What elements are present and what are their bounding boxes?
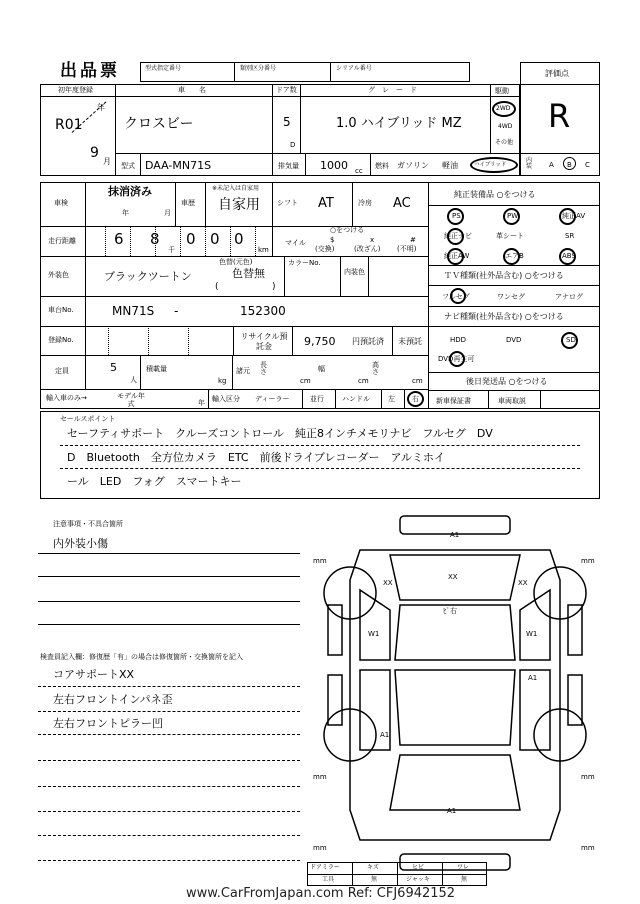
option-leather: 革シート — [496, 232, 524, 240]
capacity-label: 定員 — [55, 367, 69, 375]
mileage-unknown: (不明) — [397, 245, 417, 253]
after-title: 後日発送品 ○をつける — [466, 377, 548, 386]
handle-left: 左 — [388, 395, 395, 403]
option-abs: ABS — [562, 252, 576, 260]
navi-dvd: DVD — [506, 336, 522, 344]
watermark: www.CarFromJapan.com Ref: CFJ6942152 — [186, 886, 456, 901]
notes-line-1: 内外装小傷 — [53, 537, 108, 550]
inspection-month: 月 — [164, 209, 171, 217]
diagram-a1-right: A1 — [528, 674, 538, 682]
inspection-label: 車検 — [54, 199, 68, 207]
mileage-swap: (交換) — [315, 245, 335, 253]
option-ps: PS — [452, 212, 461, 220]
legend-dent: ワレ — [457, 864, 470, 871]
sales-point-label: セールスポイント — [60, 415, 116, 423]
mileage-km: km — [258, 246, 269, 254]
tv-analog: アナログ — [555, 293, 583, 301]
interior-label: 内装 — [526, 157, 533, 170]
option-navi-circle — [447, 228, 464, 245]
mileage-thousand: 千 — [168, 246, 175, 254]
score-value: R — [548, 97, 571, 135]
doors-label: ドア数 — [276, 86, 297, 94]
dims-width: 幅 — [318, 365, 325, 373]
option-pw: PW — [507, 212, 519, 220]
fuel-label: 燃料 — [375, 162, 389, 170]
chassis-label: 車台No. — [48, 306, 74, 314]
mileage-sym2: x — [370, 236, 375, 244]
inspector-label: 検査員記入欄：修復歴「有」の場合は修復箇所・交換箇所を記入 — [40, 653, 243, 661]
mileage-mile: マイル — [285, 239, 306, 247]
doors-value: 5 — [283, 115, 291, 129]
mileage-sym1: $ — [330, 236, 335, 244]
inspection-year: 年 — [122, 209, 129, 217]
mileage-altered: (改ざん) — [354, 245, 381, 253]
inspector-line-1: コアサポートXX — [53, 668, 135, 681]
mileage-label: 走行距離 — [48, 237, 76, 245]
option-aw-circle — [447, 248, 464, 265]
mileage-digit-1: 6 — [114, 230, 124, 248]
drive-other: その他 — [495, 139, 514, 146]
model-value: DAA-MN71S — [145, 159, 212, 172]
ac-label: 冷房 — [358, 199, 372, 207]
shift-value: AT — [318, 196, 334, 211]
mm-label-3: mm — [313, 773, 327, 781]
navi-hdd: HDD — [450, 336, 467, 344]
legend-none-2: 無 — [461, 876, 468, 883]
mileage-digit-4: 0 — [210, 230, 220, 248]
option-navi: 純正ナビ — [444, 232, 472, 240]
load-label: 積載量 — [146, 365, 167, 373]
original-paren-open: ( — [215, 282, 219, 292]
interior-b-circle — [563, 157, 576, 170]
import-div-label: 輸入区分 — [212, 395, 240, 403]
mm-label-5: mm — [313, 844, 327, 852]
option-abs-circle — [559, 248, 576, 265]
import-parallel: 並行 — [310, 395, 324, 403]
mileage-sym3: # — [410, 236, 416, 244]
diagram-top-mark: A1 — [450, 531, 460, 539]
after-manual: 車両取説 — [498, 397, 526, 405]
diagram-xx-left: XX — [383, 579, 393, 587]
color-value: ブラックツートン — [104, 270, 192, 283]
grade-label: グ レ ー ド — [368, 86, 417, 94]
capacity-unit: 人 — [130, 376, 137, 384]
handle-right: 右 — [412, 395, 419, 403]
model-year-label: モデル年式 — [117, 392, 145, 409]
month-kanji: 月 — [103, 157, 111, 166]
diagram-w1-right: W1 — [526, 630, 538, 638]
fuel-diesel: 軽油 — [442, 161, 458, 170]
mm-label-1: mm — [313, 557, 327, 565]
navi-sd: SD — [566, 336, 576, 344]
inspection-value: 抹消済み — [108, 185, 152, 198]
reg-label: 登録No. — [48, 336, 74, 344]
year-kanji: 年 — [97, 103, 105, 112]
capacity-value: 5 — [110, 361, 117, 374]
shift-label: シフト — [277, 199, 298, 207]
drive-4wd: 4WD — [498, 123, 513, 130]
mileage-digit-3: 0 — [186, 230, 196, 248]
color-label: 外装色 — [48, 271, 69, 279]
fuel-hybrid-circle — [470, 157, 518, 173]
dims-width-cm: cm — [358, 377, 369, 385]
recycle-value: 9,750 — [304, 335, 336, 348]
sales-line-2: D Bluetooth 全方位カメラ ETC 前後ドライブレコーダー アルミホイ — [67, 451, 446, 464]
mileage-digit-2: 8 — [150, 230, 160, 248]
score-label: 評価点 — [545, 69, 569, 78]
displacement-label: 排気量 — [278, 162, 299, 170]
option-sr: SR — [565, 232, 575, 240]
legend-none-1: 無 — [371, 876, 378, 883]
legend-crack: ヒビ — [412, 864, 425, 871]
legend-scratch: キズ — [367, 864, 379, 871]
chassis-value-a: MN71S — [112, 304, 155, 318]
model-label: 型式 — [121, 162, 135, 170]
handle-right-circle — [407, 391, 424, 407]
inspector-line-3: 左右フロントピラー凹 — [53, 717, 163, 730]
car-damage-diagram — [300, 510, 610, 880]
history-value: 自家用 — [218, 197, 260, 213]
dims-label: 諸元 — [236, 367, 250, 375]
diagram-a1-left: A1 — [380, 731, 390, 739]
import-year: 年 — [198, 399, 205, 407]
navi-dvd-play-circle — [449, 351, 465, 367]
type-designation-label: 型式指定番号 — [145, 65, 182, 72]
car-name: クロスビー — [124, 116, 194, 132]
original-color-label: 色替(元色) — [219, 258, 253, 266]
import-label: 輸入車のみ→ — [46, 394, 87, 402]
dims-length: 長さ — [260, 361, 267, 376]
original-color-value: 色替無 — [232, 267, 265, 280]
color-no-label: カラーNo. — [288, 259, 321, 267]
sales-line-3: ール LED フォグ スマートキー — [67, 475, 242, 488]
recycle-label: リサイクル預託金 — [240, 332, 288, 351]
mm-label-6: mm — [581, 844, 595, 852]
option-pw-circle — [503, 208, 520, 225]
option-ps-circle — [447, 208, 464, 225]
handle-label: ハンドル — [342, 395, 370, 403]
drive-2wd-circle — [492, 101, 516, 117]
interior-c: C — [585, 161, 590, 169]
grade-value: 1.0 ハイブリッド MZ — [336, 116, 462, 131]
type-designation-box — [140, 62, 470, 82]
option-airbag: エアB — [505, 252, 524, 260]
form-title: 出品票 — [60, 61, 120, 81]
option-av-circle — [559, 208, 576, 225]
diagram-w1-left: W1 — [368, 630, 380, 638]
chassis-value-b: 152300 — [240, 304, 286, 318]
mm-label-2: mm — [581, 557, 595, 565]
first-reg-label: 初年度登録 — [58, 86, 93, 94]
sales-line-1: セーフティサポート クルーズコントロール 純正8インチメモリナビ フルセグ DV — [67, 427, 493, 440]
diagram-xx-center: XX — [448, 573, 458, 581]
diagram-pi-right: ﾋﾟ右 — [443, 607, 457, 615]
dims-height-cm: cm — [412, 377, 423, 385]
interior-a: A — [549, 161, 554, 169]
load-kg: kg — [218, 377, 227, 385]
drive-label: 駆動 — [495, 87, 509, 95]
class-number-label: 類別区分番号 — [240, 65, 277, 72]
history-label: 車歴 — [181, 199, 195, 207]
interior-b: B — [567, 161, 572, 169]
diagram-xx-right: XX — [518, 579, 528, 587]
option-airbag-circle — [503, 248, 520, 265]
first-reg-era: R01 — [55, 117, 83, 133]
option-aw: 純正AW — [444, 252, 470, 260]
tv-fullseg: フルセグ — [442, 293, 470, 301]
dims-length-cm: cm — [300, 377, 311, 385]
navi-dvd-play: DVD再生可 — [438, 355, 475, 363]
history-note: ※未記入は自家用 — [212, 185, 260, 192]
drive-2wd: 2WD — [496, 105, 511, 112]
doors-sub: D — [290, 141, 296, 149]
legend-jack: ジャッキ — [406, 876, 430, 883]
interior-color-label: 内装色 — [344, 268, 365, 276]
first-reg-month: 9 — [90, 145, 99, 161]
options-title: 純正装備品 ○をつける — [454, 190, 536, 199]
recycle-unpaid: 未預託 — [398, 337, 422, 346]
serial-number-label: シリアル番号 — [336, 65, 372, 72]
car-name-label: 車 名 — [178, 86, 206, 94]
option-av: 純正AV — [562, 212, 586, 220]
notes-label: 注意事項・不具合箇所 — [53, 520, 123, 528]
navi-sd-circle — [561, 332, 578, 349]
tv-fullseg-circle — [450, 288, 466, 304]
diagram-bottom-mark: A1 — [447, 807, 457, 815]
inspector-line-2: 左右フロントインパネ歪 — [53, 693, 173, 706]
fuel-gasoline: ガソリン — [397, 161, 429, 170]
displacement-value: 1000 — [320, 159, 348, 172]
navi-title: ナビ種類(社外品含む) ○をつける — [444, 312, 564, 321]
fuel-hybrid: ハイブリッド — [474, 162, 507, 168]
dims-height: 高さ — [372, 361, 379, 376]
legend-tool: 工具 — [322, 876, 335, 883]
recycle-paid: 円預託済 — [352, 337, 384, 346]
legend-mirror: ドアミラー — [310, 864, 340, 871]
mileage-digit-5: 0 — [234, 230, 244, 248]
mm-label-4: mm — [581, 773, 595, 781]
ac-value: AC — [393, 196, 411, 211]
cc-label: cc — [355, 167, 363, 175]
mileage-circle-label: ○をつける — [330, 226, 365, 234]
tv-oneseg: ワンセグ — [497, 293, 525, 301]
after-warranty: 新車保証書 — [436, 397, 471, 405]
chassis-dash: - — [174, 304, 179, 318]
import-dealer: ディーラー — [255, 395, 290, 403]
original-paren-close: ) — [272, 282, 276, 292]
tv-title: ＴＶ種類(社外品含む) ○をつける — [444, 271, 564, 280]
